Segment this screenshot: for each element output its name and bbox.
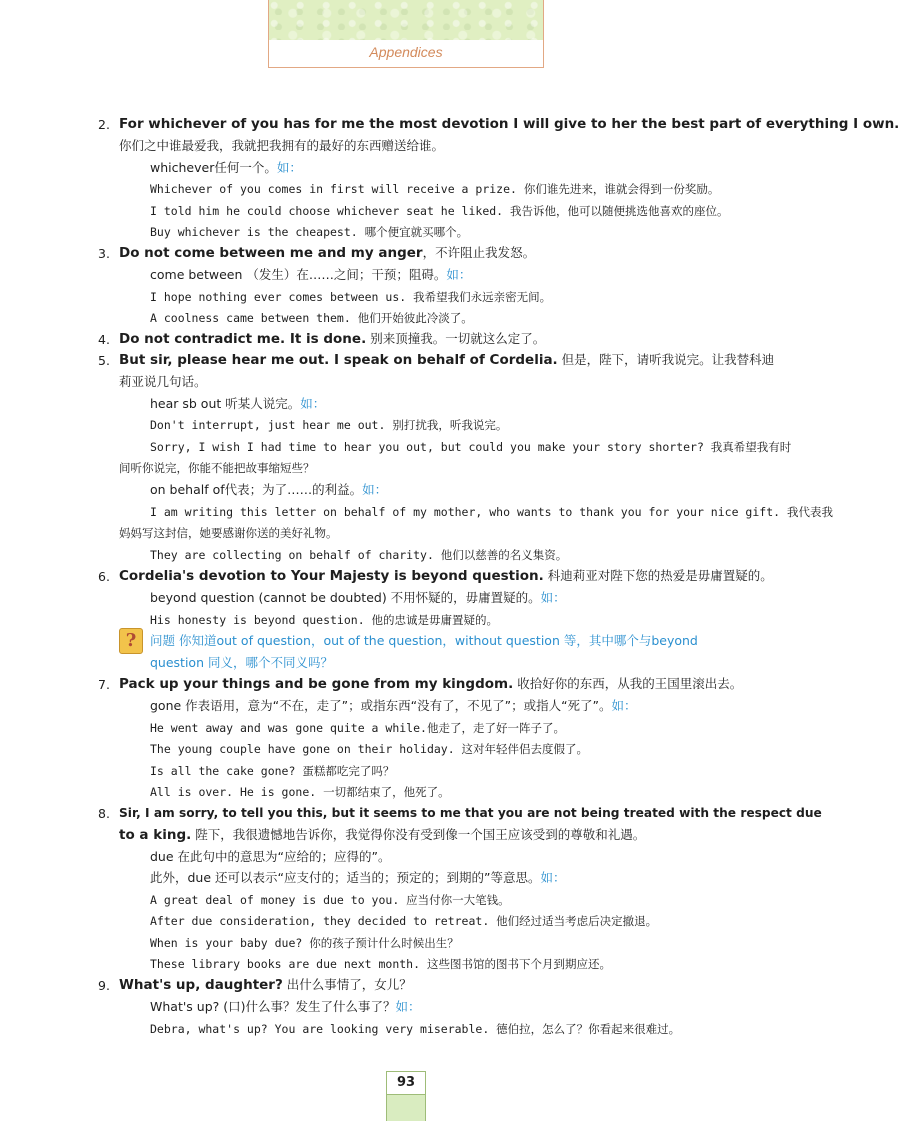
note-9-example-1: Debra, what's up? You are looking very miserable. 德伯拉，怎么了？你看起来很难过。 xyxy=(150,1022,681,1036)
note-8-text-cont: to a king. 陛下，我很遗憾地告诉你，我觉得你没有受到像一个国王应该受到的尊敬和礼遇。 xyxy=(119,827,646,843)
note-6-number: 6. xyxy=(98,569,110,584)
note-5-example-2-cont: 间听你说完，你能不能把故事缩短些？ xyxy=(119,461,315,475)
question-mark-icon: ? xyxy=(119,628,143,654)
note-5-rule-2: on behalf of代表；为了……的利益。如： xyxy=(150,482,388,497)
note-8-number: 8. xyxy=(98,806,110,821)
note-7-example-4: All is over. He is gone. 一切都结束了，他死了。 xyxy=(150,785,450,799)
note-5-text: But sir, please hear me out. I speak on behalf of Cordelia. 但是，陛下，请听我说完。让我替科迪 xyxy=(119,352,775,368)
note-6-example-1: His honesty is beyond question. 他的忠诚是毋庸置疑的。 xyxy=(150,613,499,627)
note-8-text: Sir, I am sorry, to tell you this, but it seems to me that you are not being treated with the respect due xyxy=(119,806,822,820)
note-2-rule: whichever任何一个。如： xyxy=(150,160,302,175)
note-2-example-1: Whichever of you comes in first will receive a prize. 你们谁先进来，谁就会得到一份奖励。 xyxy=(150,182,720,196)
question-text-cont: question 同义，哪个不同义吗？ xyxy=(150,655,333,670)
note-2-text: For whichever of you has for me the most devotion I will give to her the best part of everything I own. xyxy=(119,116,899,132)
note-7-text: Pack up your things and be gone from my kingdom. 收拾好你的东西，从我的王国里滚出去。 xyxy=(119,676,743,692)
note-8-rule-1: due 在此句中的意思为“应给的；应得的”。 xyxy=(150,849,391,864)
header-box xyxy=(268,0,544,68)
note-5-example-3-cont: 妈妈写这封信，她要感谢你送的美好礼物。 xyxy=(119,526,338,540)
note-7-number: 7. xyxy=(98,677,110,692)
note-7-example-2: The young couple have gone on their holiday. 这对年轻伴侣去度假了。 xyxy=(150,742,589,756)
note-8-example-1: A great deal of money is due to you. 应当付你一大笔钱。 xyxy=(150,893,510,907)
note-3-number: 3. xyxy=(98,246,110,261)
note-8-example-2: After due consideration, they decided to retreat. 他们经过适当考虑后决定撤退。 xyxy=(150,914,658,928)
note-4-number: 4. xyxy=(98,332,110,347)
note-5-example-4: They are collecting on behalf of charity. 他们以慈善的名义集资。 xyxy=(150,548,568,562)
note-7-rule: gone 作表语用，意为“不在，走了”；或指东西“没有了，不见了”；或指人“死了”。如： xyxy=(150,698,637,713)
page-number-box xyxy=(386,1071,426,1121)
note-5-example-2: Sorry, I wish I had time to hear you out, but could you make your story shorter? 我真希望我有时 xyxy=(150,440,792,454)
note-5-text-cont: 莉亚说几句话。 xyxy=(119,374,207,389)
note-5-number: 5. xyxy=(98,353,110,368)
note-5-example-1: Don't interrupt, just hear me out. 别打扰我，听我说完。 xyxy=(150,418,508,432)
note-2-example-3: Buy whichever is the cheapest. 哪个便宜就买哪个。 xyxy=(150,225,469,239)
note-2-number: 2. xyxy=(98,117,110,132)
note-6-text: Cordelia's devotion to Your Majesty is beyond question. 科迪莉亚对陛下您的热爱是毋庸置疑的。 xyxy=(119,568,773,584)
note-7-example-3: Is all the cake gone? 蛋糕都吃完了吗？ xyxy=(150,764,395,778)
note-8-example-4: These library books are due next month. 这些图书馆的图书下个月到期应还。 xyxy=(150,957,611,971)
question-text: 问题 你知道out of question，out of the question，without question 等，其中哪个与beyond xyxy=(150,633,698,648)
note-3-text: Do not come between me and my anger，不许阻止我发怒。 xyxy=(119,245,536,261)
header-pattern xyxy=(269,0,543,40)
note-3-example-1: I hope nothing ever comes between us. 我希望我们永远亲密无间。 xyxy=(150,290,552,304)
note-2-translation: 你们之中谁最爱我，我就把我拥有的最好的东西赠送给谁。 xyxy=(119,138,445,153)
note-9-number: 9. xyxy=(98,978,110,993)
note-6-rule: beyond question (cannot be doubted) 不用怀疑的，毋庸置疑的。如： xyxy=(150,590,566,605)
note-9-rule: What's up? (口)什么事？发生了什么事了？如： xyxy=(150,999,421,1014)
note-3-example-2: A coolness came between them. 他们开始彼此冷淡了。 xyxy=(150,311,473,325)
note-7-example-1: He went away and was gone quite a while.他走了，走了好一阵子了。 xyxy=(150,721,565,735)
section-title: Appendices xyxy=(369,44,443,60)
page-number: 93 xyxy=(387,1072,425,1095)
note-8-example-3: When is your baby due? 你的孩子预计什么时候出生？ xyxy=(150,936,459,950)
note-9-text: What's up, daughter? 出什么事情了，女儿？ xyxy=(119,977,412,993)
note-5-example-3: I am writing this letter on behalf of my mother, who wants to thank you for your nice gift. 我代表我 xyxy=(150,505,833,519)
note-5-rule-1: hear sb out 听某人说完。如： xyxy=(150,396,326,411)
note-8-rule-2: 此外，due 还可以表示“应支付的；适当的；预定的；到期的”等意思。如： xyxy=(150,870,566,885)
note-3-rule: come between （发生）在……之间；干预；阻碍。如： xyxy=(150,267,472,282)
note-4-text: Do not contradict me. It is done. 别来顶撞我。一切就这么定了。 xyxy=(119,331,546,347)
note-2-example-2: I told him he could choose whichever seat he liked. 我告诉他，他可以随便挑选他喜欢的座位。 xyxy=(150,204,729,218)
